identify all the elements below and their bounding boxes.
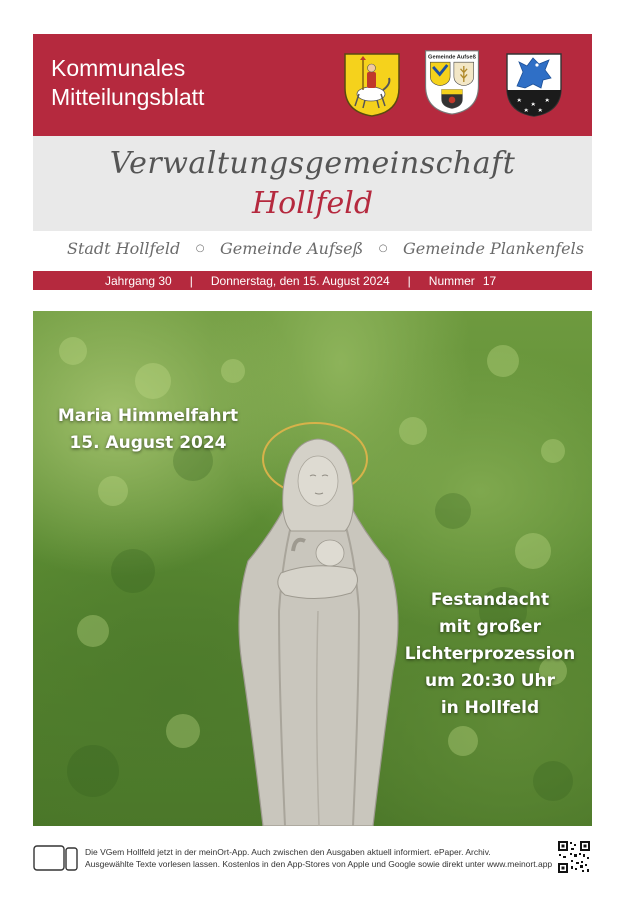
issue-date: Donnerstag, den 15. August 2024 xyxy=(210,273,390,288)
crest-label: Gemeinde Aufseß xyxy=(428,54,476,61)
caption-feast xyxy=(53,403,243,457)
title-band xyxy=(33,136,592,231)
issue-number-label: Nummer xyxy=(428,273,475,288)
circle-separator-icon: ○ xyxy=(195,242,205,254)
qr-code-icon[interactable] xyxy=(557,840,591,874)
masthead-line-2: Mitteilungsblatt xyxy=(51,84,205,110)
bar-separator-icon: | xyxy=(189,273,193,288)
municipality-item: Gemeinde Plankenfels xyxy=(402,238,584,258)
caption-line: 15. August 2024 xyxy=(69,433,227,453)
caption-line: Maria Himmelfahrt xyxy=(57,406,239,426)
caption-line: um 20:30 Uhr xyxy=(424,671,556,691)
header-band xyxy=(33,34,592,136)
masthead-line-1: Kommunales xyxy=(51,55,186,81)
rider-crest-icon xyxy=(341,50,403,118)
masthead xyxy=(51,54,204,112)
title-sub: Hollfeld xyxy=(251,186,374,221)
footer-line: Ausgewählte Texte vorlesen lassen. Kostenlos in den App-Stores von Apple und Google sowie direkt unter www.meinort.app xyxy=(85,859,553,869)
caption-line: mit großer xyxy=(439,617,541,637)
caption-line: Lichterprozession xyxy=(404,644,576,664)
caption-line: in Hollfeld xyxy=(440,698,540,718)
footer xyxy=(33,840,592,876)
issue-number: 17 xyxy=(482,273,497,288)
caption-event xyxy=(393,587,587,722)
caption-line: Festandacht xyxy=(430,590,550,610)
municipality-list xyxy=(33,236,592,260)
footer-line: Die VGem Hollfeld jetzt in der meinOrt-App. Auch zwischen den Ausgaben aktuell informiert. ePaper. Archiv. xyxy=(85,847,491,857)
tablet-phone-icon xyxy=(33,844,79,872)
lion-crest-icon xyxy=(503,50,565,118)
bar-separator-icon: | xyxy=(407,273,411,288)
circle-separator-icon: ○ xyxy=(378,242,388,254)
issue-year: Jahrgang 30 xyxy=(105,273,172,288)
municipality-item: Stadt Hollfeld xyxy=(67,238,181,258)
footer-app-notice xyxy=(85,846,555,870)
cover-photo xyxy=(33,311,592,826)
title-main: Verwaltungsgemeinschaft xyxy=(109,146,516,181)
issue-info-bar xyxy=(33,271,592,290)
composite-crest-icon xyxy=(421,48,483,116)
municipality-item: Gemeinde Aufseß xyxy=(219,238,364,258)
madonna-statue-illustration xyxy=(33,311,592,826)
